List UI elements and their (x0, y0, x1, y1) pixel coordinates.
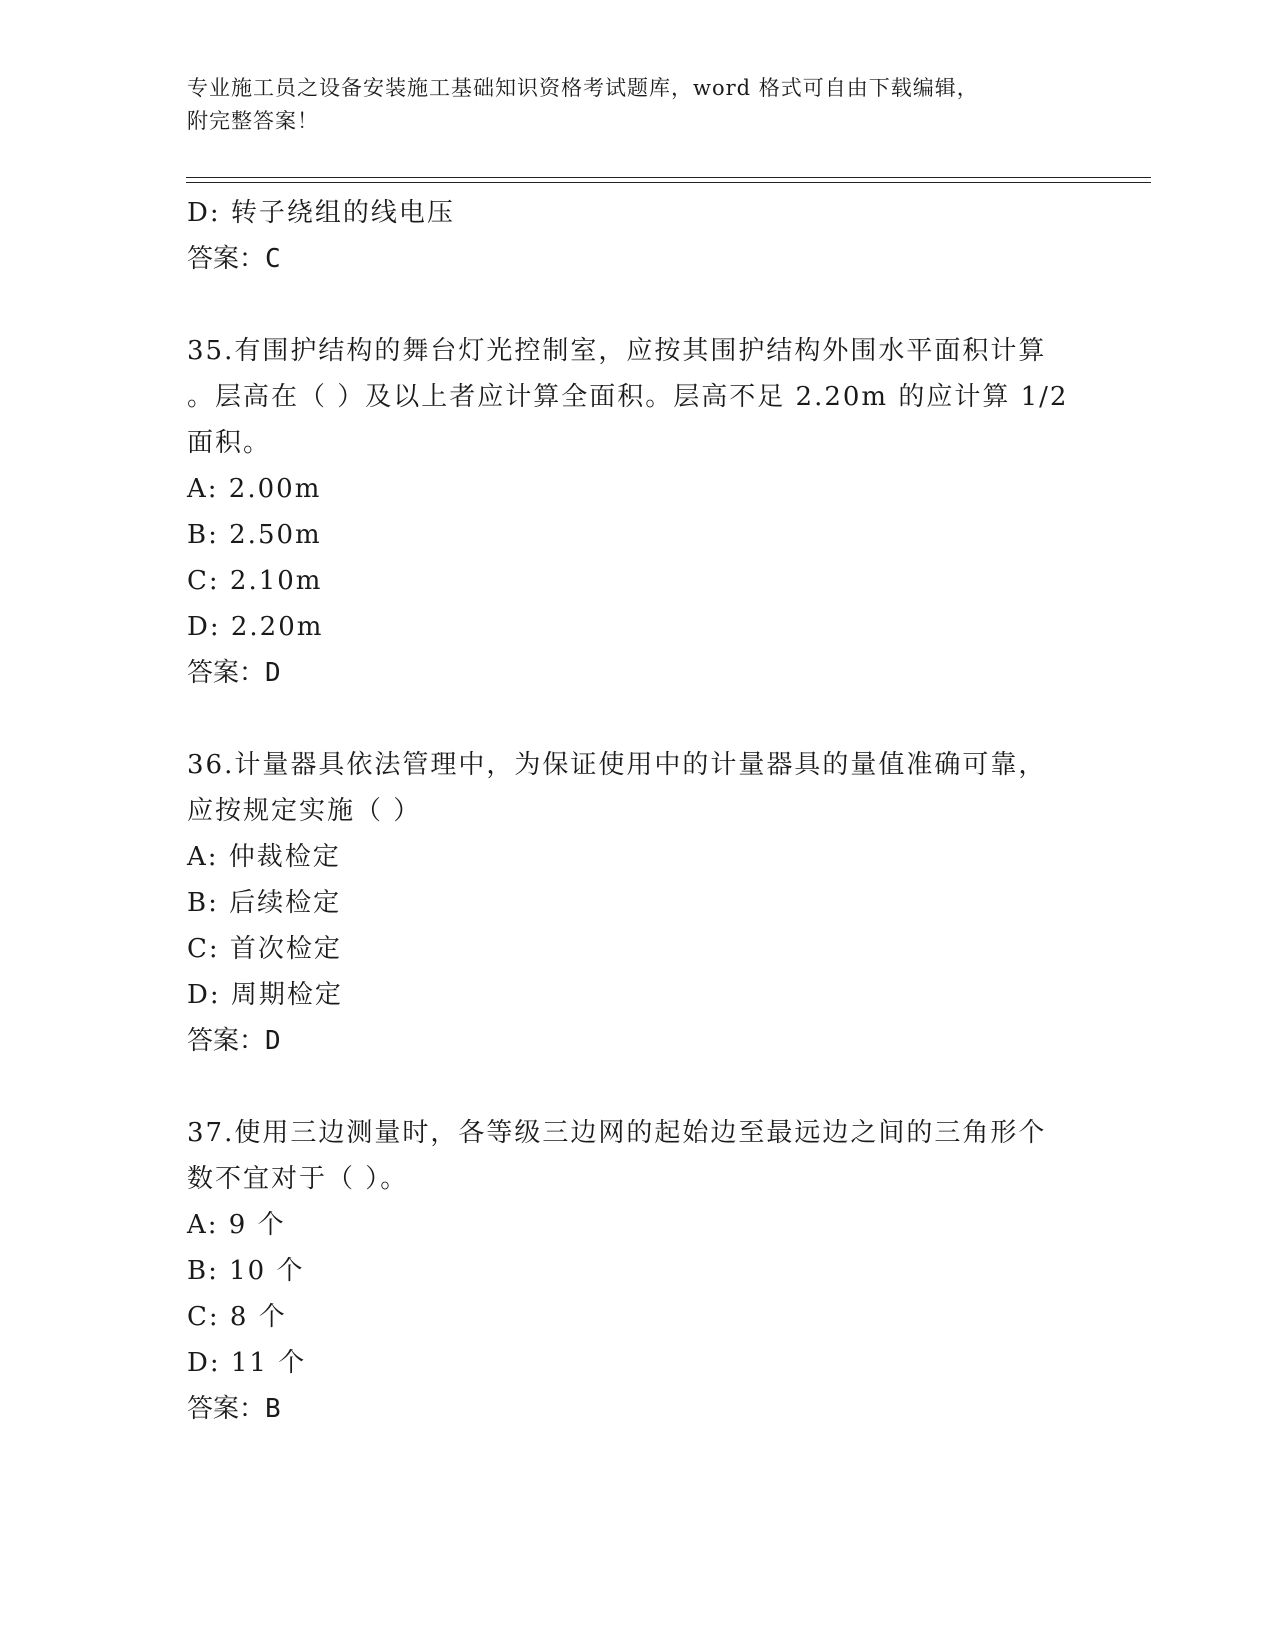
header-title-line-2: 附完整答案！ (187, 109, 319, 133)
option-a: A: 9 个 (187, 1210, 286, 1240)
option-d: D: 周期检定 (187, 980, 343, 1010)
question-37 (187, 1110, 1087, 1432)
option-a: A: 仲裁检定 (187, 842, 341, 872)
question-35 (187, 328, 1087, 696)
option-d: D: 转子绕组的线电压 (187, 198, 455, 228)
header-title-line-1: 专业施工员之设备安装施工基础知识资格考试题库，word 格式可自由下载编辑， (187, 76, 979, 100)
question-list (187, 190, 1087, 1432)
question-stem-line: 35.有围护结构的舞台灯光控制室，应按其围护结构外围水平面积计算 (187, 336, 1047, 366)
header-divider-top (186, 177, 1151, 178)
answer-label: 答案：D (187, 658, 281, 688)
option-b: B: 10 个 (187, 1256, 305, 1286)
question-stem-line: 37.使用三边测量时，各等级三边网的起始边至最远边之间的三角形个 (187, 1118, 1047, 1148)
option-c: C: 8 个 (187, 1302, 287, 1332)
answer-label: 答案：D (187, 1026, 281, 1056)
question-stem-line: 数不宜对于（ ）。 (187, 1164, 409, 1194)
answer-label: 答案：B (187, 1394, 281, 1424)
question-stem-line: 面积。 (187, 428, 272, 458)
option-b: B: 后续检定 (187, 888, 342, 918)
option-c: C: 首次检定 (187, 934, 342, 964)
answer-label: 答案：C (187, 244, 281, 274)
question-36 (187, 742, 1087, 1064)
question-stem-line: 应按规定实施（ ） (187, 796, 422, 826)
option-b: B: 2.50m (187, 520, 322, 550)
option-a: A: 2.00m (187, 474, 322, 504)
document-header (187, 72, 1087, 138)
option-d: D: 2.20m (187, 612, 324, 642)
previous-question-tail (187, 190, 1087, 282)
question-stem-line: 。层高在（ ）及以上者应计算全面积。层高不足 2.20m 的应计算 1/2 (187, 382, 1069, 412)
header-divider-bottom (186, 182, 1151, 183)
question-stem-line: 36.计量器具依法管理中，为保证使用中的计量器具的量值准确可靠， (187, 750, 1047, 780)
option-c: C: 2.10m (187, 566, 323, 596)
option-d: D: 11 个 (187, 1348, 307, 1378)
